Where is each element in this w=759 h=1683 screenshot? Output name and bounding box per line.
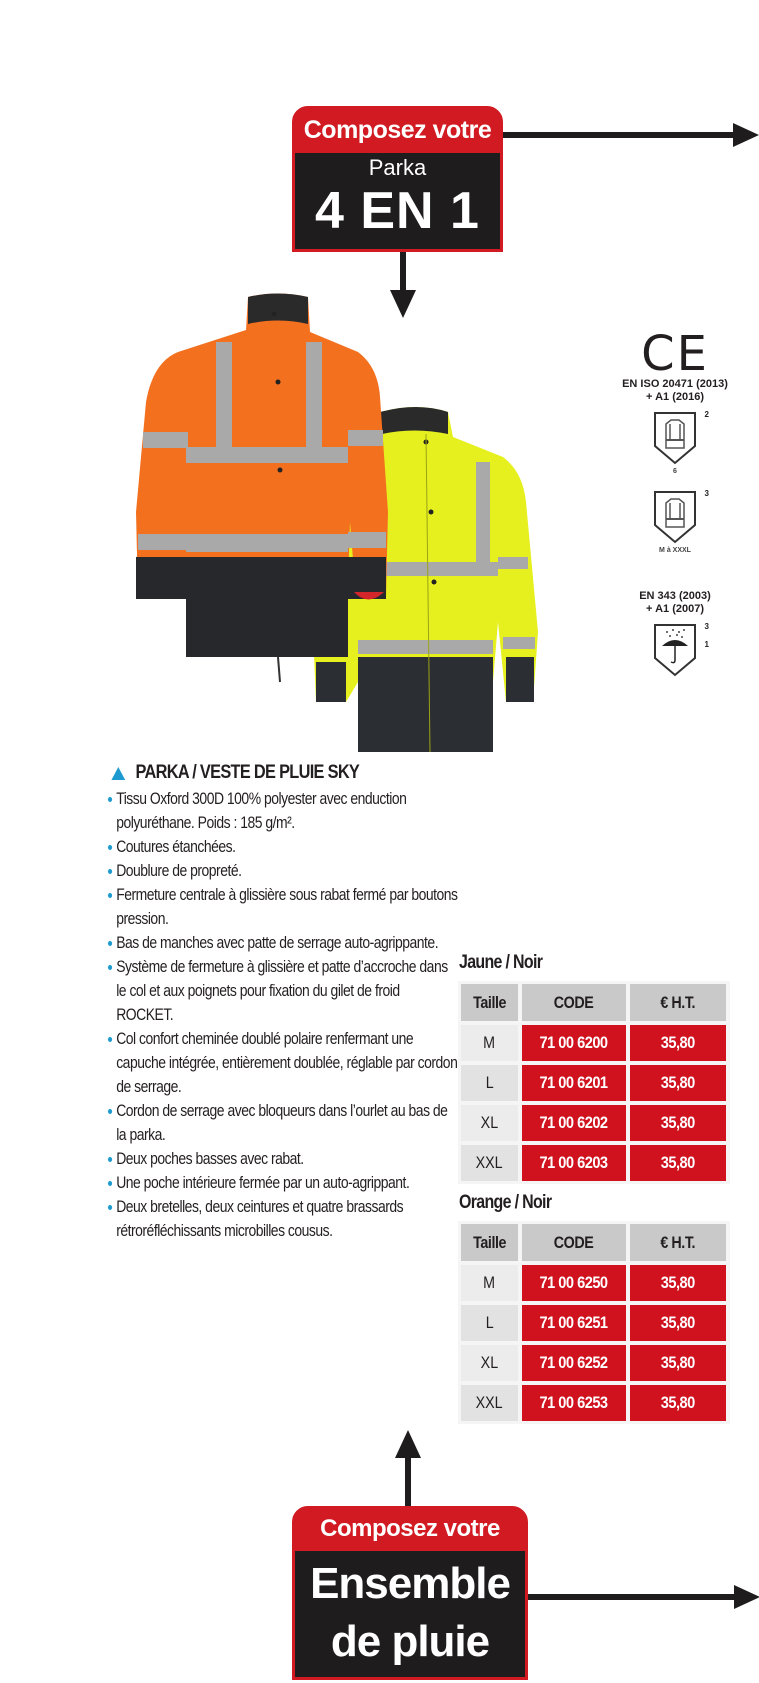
price-table-yellow (458, 951, 759, 1184)
promo-compose-parka[interactable] (292, 106, 503, 252)
cell-size: XXL (461, 1145, 518, 1181)
arrow-right-top-line (503, 132, 735, 138)
feature-item: Deux bretelles, deux ceintures et quatre brassards rétroréfléchissants microbilles cousus. (108, 1195, 458, 1243)
size-range-caption: M à XXXL (659, 547, 691, 554)
cell-size: L (461, 1065, 518, 1101)
class-top: 2 (704, 410, 709, 419)
cert-standard-en343: EN 343 (2003) (639, 590, 711, 602)
cell-size: XL (461, 1105, 518, 1141)
promo-title-line2: de pluie (330, 1617, 490, 1666)
ce-mark-icon: CE (641, 326, 709, 382)
promo-title: 4 EN 1 (315, 182, 480, 240)
table-grid (458, 981, 730, 1184)
feature-item: Système de fermeture à glissière et patte d’accroche dans le col et aux poignets pour fixation du gilet de froid ROCKET. (108, 955, 458, 1027)
feature-item: Bas de manches avec patte de serrage auto-agrippante. (108, 931, 458, 955)
feature-item: Une poche intérieure fermée par un auto-agrippant. (108, 1171, 458, 1195)
feature-item: Coutures étanchées. (108, 835, 458, 859)
column-header-code: CODE (522, 984, 626, 1021)
cell-code[interactable]: 71 00 6200 (522, 1025, 626, 1061)
column-header-size: Taille (461, 1224, 518, 1261)
cell-price: 35,80 (630, 1145, 726, 1181)
hi-vis-jacket-shield-icon (651, 489, 709, 545)
cell-price: 35,80 (630, 1345, 726, 1381)
class-bottom: 1 (704, 640, 709, 649)
arrow-right-bottom-line (528, 1594, 738, 1600)
column-header-size: Taille (461, 984, 518, 1021)
cell-price: 35,80 (630, 1065, 726, 1101)
class-bottom: 6 (673, 468, 677, 475)
cell-price: 35,80 (630, 1105, 726, 1141)
cell-code[interactable]: 71 00 6251 (522, 1305, 626, 1341)
promo-subtitle: Parka (368, 155, 427, 180)
cell-code[interactable]: 71 00 6250 (522, 1265, 626, 1301)
cert-standard-iso20471-amendment: + A1 (2016) (646, 391, 704, 403)
column-header-price: € H.T. (630, 984, 726, 1021)
table-title: Orange / Noir (459, 1192, 552, 1213)
hi-vis-jacket-shield-icon (651, 410, 709, 466)
class-top: 3 (704, 622, 709, 631)
arrow-right-top-icon (733, 123, 759, 147)
cell-size: M (461, 1025, 518, 1061)
cell-price: 35,80 (630, 1305, 726, 1341)
promo-heading: Composez votre (303, 116, 492, 144)
cell-code[interactable]: 71 00 6252 (522, 1345, 626, 1381)
column-header-price: € H.T. (630, 1224, 726, 1261)
price-table-orange (458, 1191, 759, 1424)
promo-heading: Composez votre (320, 1515, 500, 1542)
cell-price: 35,80 (630, 1025, 726, 1061)
promo-body (295, 153, 500, 249)
cell-code[interactable]: 71 00 6253 (522, 1385, 626, 1421)
feature-item: Fermeture centrale à glissière sous rabat fermé par boutons pression. (108, 883, 458, 931)
product-image-parkas (118, 262, 568, 782)
cell-price: 35,80 (630, 1265, 726, 1301)
arrow-up-icon (395, 1430, 421, 1458)
feature-item: Doublure de propreté. (108, 859, 458, 883)
class-top: 3 (704, 489, 709, 498)
product-description (108, 762, 458, 1243)
cell-size: XL (461, 1345, 518, 1381)
promo-body (295, 1551, 525, 1677)
feature-item: Deux poches basses avec rabat. (108, 1147, 458, 1171)
triangle-bullet-icon (111, 767, 125, 780)
feature-item: Tissu Oxford 300D 100% polyester avec enduction polyuréthane. Poids : 185 g/m². (108, 787, 458, 835)
cell-price: 35,80 (630, 1385, 726, 1421)
promo-compose-rain-set[interactable] (292, 1506, 528, 1680)
certifications-panel (600, 326, 750, 678)
arrow-right-bottom-icon (734, 1585, 759, 1609)
promo-title-line1: Ensemble (310, 1559, 510, 1608)
arrow-up-line (405, 1456, 411, 1508)
column-header-code: CODE (522, 1224, 626, 1261)
table-title: Jaune / Noir (459, 952, 543, 973)
product-title-text: PARKA / VESTE DE PLUIE SKY (135, 762, 360, 783)
cell-size: L (461, 1305, 518, 1341)
cell-size: M (461, 1265, 518, 1301)
feature-item: Cordon de serrage avec bloqueurs dans l’ourlet au bas de la parka. (108, 1099, 458, 1147)
cell-code[interactable]: 71 00 6202 (522, 1105, 626, 1141)
cell-size: XXL (461, 1385, 518, 1421)
cert-standard-en343-amendment: + A1 (2007) (646, 603, 704, 615)
rain-umbrella-shield-icon (651, 622, 709, 678)
feature-list (108, 787, 458, 1243)
feature-item: Col confort cheminée doublé polaire renfermant une capuche intégrée, entièrement doublée, réglable par cordon de serrage. (108, 1027, 458, 1099)
table-grid (458, 1221, 730, 1424)
cell-code[interactable]: 71 00 6201 (522, 1065, 626, 1101)
product-title (108, 762, 409, 784)
cert-standard-iso20471: EN ISO 20471 (2013) (622, 378, 728, 390)
cell-code[interactable]: 71 00 6203 (522, 1145, 626, 1181)
